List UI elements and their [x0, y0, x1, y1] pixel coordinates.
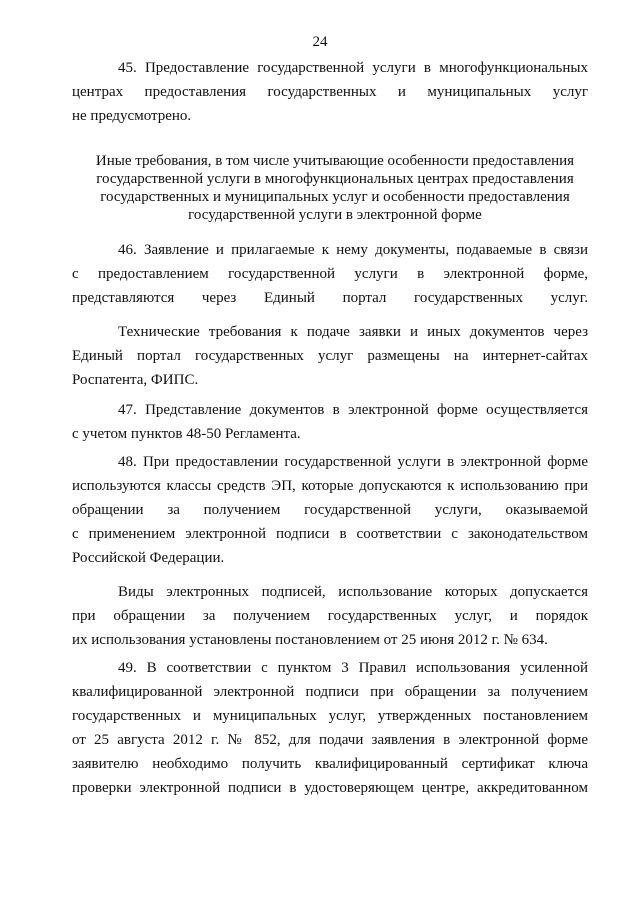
paragraph-line: обращении за получением государственной услуги, оказываемой — [72, 502, 588, 518]
paragraph-46-technical — [72, 320, 588, 392]
page-number: 24 — [312, 34, 328, 50]
paragraph-line: 45. Предоставление государственной услуги в многофункциональных — [118, 60, 588, 76]
paragraph-line: Единый портал государственных услуг размещены на интернет-сайтах — [72, 348, 588, 364]
paragraph-line: при обращении за получением государственных услуг, и порядок — [72, 608, 588, 624]
section-heading — [90, 152, 580, 224]
paragraph-49 — [72, 656, 588, 800]
paragraph-line: с предоставлением государственной услуги в электронной форме, — [72, 266, 588, 282]
paragraph-line: Технические требования к подаче заявки и иных документов через — [118, 324, 588, 340]
paragraph-line: Российской Федерации. — [72, 550, 225, 566]
paragraph-line: центрах предоставления государственных и муниципальных услуг — [72, 84, 588, 100]
paragraph-line: 47. Представление документов в электронной форме осуществляется — [118, 402, 588, 418]
paragraph-line: Роспатента, ФИПС. — [72, 372, 199, 388]
paragraph-line: представляются через Единый портал государственных услуг. — [72, 290, 588, 306]
paragraph-47 — [72, 398, 588, 446]
heading-line: государственных и муниципальных услуг и особенности предоставления — [100, 189, 570, 205]
heading-line: государственной услуги в электронной форме — [188, 207, 482, 223]
paragraph-line: государственных и муниципальных услуг, утвержденных постановлением — [72, 708, 588, 724]
paragraph-line: с применением электронной подписи в соответствии с законодательством — [72, 526, 588, 542]
paragraph-48-signatures — [72, 580, 588, 652]
paragraph-line: с учетом пунктов 48-50 Регламента. — [72, 426, 301, 442]
paragraph-line: проверки электронной подписи в удостоверяющем центре, аккредитованном — [72, 780, 588, 796]
paragraph-line: от 25 августа 2012 г. № 852, для подачи заявления в электронной форме — [72, 732, 588, 748]
paragraph-48 — [72, 450, 588, 570]
paragraph-line: квалифицированной электронной подписи при обращении за получением — [72, 684, 588, 700]
paragraph-line: Виды электронных подписей, использование которых допускается — [118, 584, 588, 600]
heading-line: государственной услуги в многофункциональных центрах предоставления — [96, 171, 574, 187]
paragraph-45 — [72, 56, 588, 128]
paragraph-line: 49. В соответствии с пунктом 3 Правил использования усиленной — [118, 660, 588, 676]
paragraph-line: 46. Заявление и прилагаемые к нему документы, подаваемые в связи — [118, 242, 588, 258]
paragraph-line: не предусмотрено. — [72, 108, 192, 124]
paragraph-line: используются классы средств ЭП, которые допускаются к использованию при — [72, 478, 588, 494]
heading-line: Иные требования, в том числе учитывающие особенности предоставления — [95, 153, 575, 169]
paragraph-line: их использования установлены постановлением от 25 июня 2012 г. № 634. — [72, 632, 548, 648]
paragraph-46 — [72, 238, 588, 310]
paragraph-line: 48. При предоставлении государственной услуги в электронной форме — [118, 454, 588, 470]
paragraph-line: заявителю необходимо получить квалифицированный сертификат ключа — [72, 756, 588, 772]
